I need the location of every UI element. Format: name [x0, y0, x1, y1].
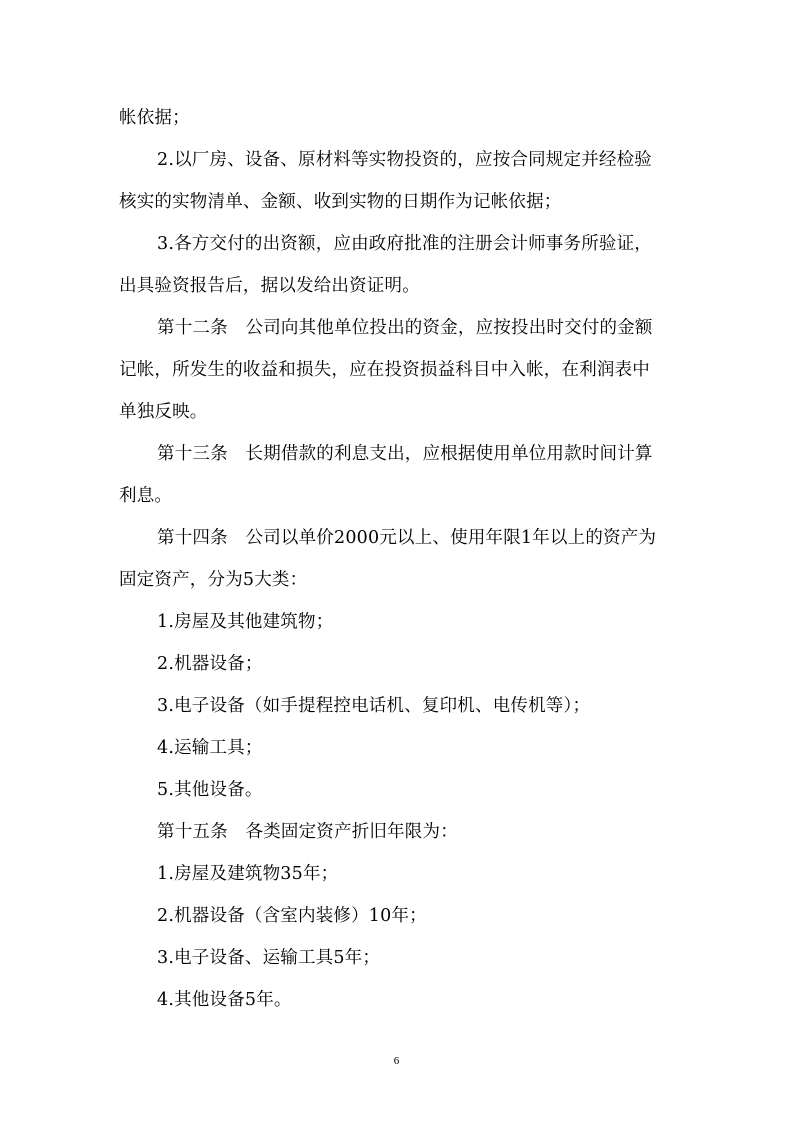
text-line: 4.运输工具；	[157, 738, 263, 758]
text-line: 3.电子设备、运输工具5年；	[157, 948, 381, 968]
text-line: 1.房屋及建筑物35年；	[157, 864, 339, 884]
page-number: 6	[393, 1055, 400, 1067]
text-line: 第十三条 长期借款的利息支出，应根据使用单位用款时间计算	[157, 444, 653, 464]
text-line: 2.机器设备；	[157, 654, 263, 674]
text-line: 2.机器设备（含室内装修）10年；	[157, 906, 427, 926]
text-line: 第十四条 公司以单价2000元以上、使用年限1年以上的资产为	[157, 528, 657, 548]
text-line: 单独反映。	[119, 402, 208, 422]
text-line: 第十五条 各类固定资产折旧年限为：	[157, 822, 458, 842]
text-line: 3.各方交付的出资额，应由政府批准的注册会计师事务所验证，	[157, 234, 652, 254]
text-line: 记帐，所发生的收益和损失，应在投资损益科目中入帐，在利润表中	[119, 360, 650, 380]
text-line: 第十二条 公司向其他单位投出的资金，应按投出时交付的金额	[157, 318, 653, 338]
text-line: 固定资产，分为5大类：	[119, 570, 308, 590]
text-line: 3.电子设备（如手提程控电话机、复印机、电传机等）；	[157, 696, 591, 716]
text-line: 1.房屋及其他建筑物；	[157, 612, 334, 632]
text-line: 帐依据；	[119, 108, 190, 128]
text-line: 出具验资报告后，据以发给出资证明。	[119, 276, 420, 296]
text-line: 2.以厂房、设备、原材料等实物投资的，应按合同规定并经检验	[157, 150, 652, 170]
text-line: 核实的实物清单、金额、收到实物的日期作为记帐依据；	[119, 192, 562, 212]
text-line: 利息。	[119, 486, 173, 506]
text-line: 4.其他设备5年。	[157, 990, 292, 1010]
text-line: 5.其他设备。	[157, 780, 263, 800]
